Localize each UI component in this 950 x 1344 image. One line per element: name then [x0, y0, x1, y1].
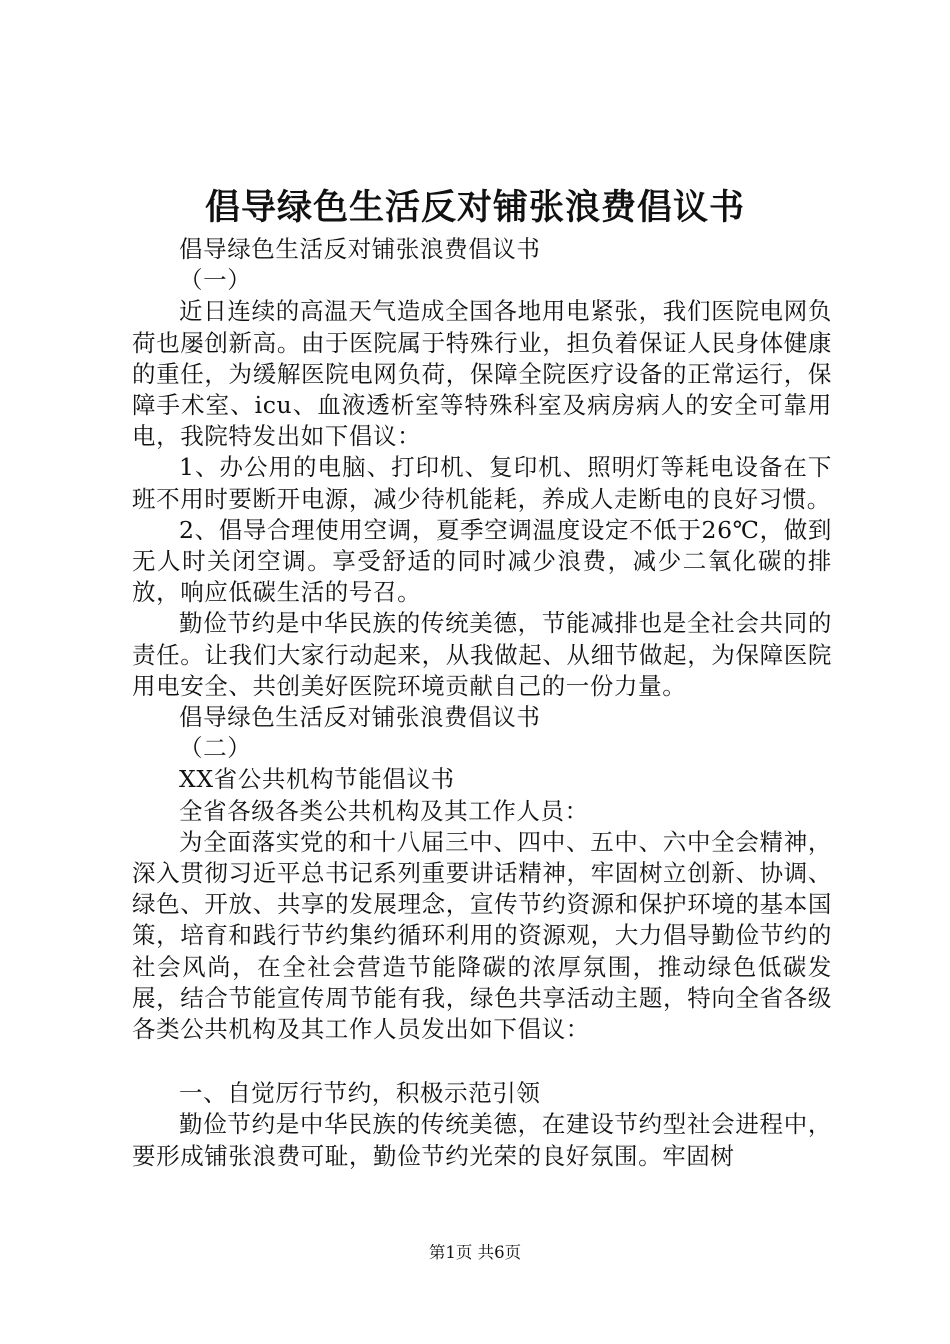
paragraph-section-1: （一） — [179, 266, 252, 295]
paragraph-closing: 勤俭节约是中华民族的传统美德，节能减排也是全社会共同的责任。让我们大家行动起来，从我做起、从细节做起，为保障医院用电安全、共创美好医院环境贡献自己的一份力量。 — [132, 609, 832, 700]
document-body — [132, 234, 832, 1172]
paragraph-spacer — [132, 1045, 832, 1078]
paragraph-item-2: 2、倡导合理使用空调，夏季空调温度设定不低于26℃，做到无人时关闭空调。享受舒适的同时减少浪费，减少二氧化碳的排放，响应低碳生活的号召。 — [132, 515, 832, 607]
paragraph-subtitle-1: 倡导绿色生活反对铺张浪费倡议书 — [179, 235, 541, 263]
paragraph-heading: XX省公共机构节能倡议书 — [179, 765, 455, 794]
paragraph-preamble: 为全面落实党的和十八届三中、四中、五中、六中全会精神，深入贯彻习近平总书记系列重要讲话精神，牢固树立创新、协调、绿色、开放、共享的发展理念，宣传节约资源和保护环境的基本国策，培育和践行节约集约循环利用的资源观，大力倡导勤俭节约的社会风尚，在全社会营造节能降碳的浓厚氛围，推动绿色低碳发展，结合节能宣传周节能有我，绿色共享活动主题，特向全省各级各类公共机构及其工作人员发出如下倡议： — [132, 827, 832, 1044]
paragraph-point-1-heading: 一、自觉厉行节约，积极示范引领 — [179, 1079, 541, 1108]
paragraph-section-2: （二） — [179, 734, 252, 763]
paragraph-point-1-body: 勤俭节约是中华民族的传统美德，在建设节约型社会进程中，要形成铺张浪费可耻，勤俭节约光荣的良好氛围。牢固树 — [132, 1110, 832, 1170]
page-footer: 第1页 共6页 — [428, 1243, 522, 1262]
document-title: 倡导绿色生活反对铺张浪费倡议书 — [204, 187, 745, 228]
paragraph-item-1: 1、办公用的电脑、打印机、复印机、照明灯等耗电设备在下班不用时要断开电源，减少待机能耗，养成人走断电的良好习惯。 — [132, 453, 832, 513]
paragraph-intro: 近日连续的高温天气造成全国各地用电紧张，我们医院电网负荷也屡创新高。由于医院属于特殊行业，担负着保证人民身体健康的重任，为缓解医院电网负荷，保障全院医疗设备的正常运行，保障手术室、icu、血液透析室等特殊科室及病房病人的安全可靠用电，我院特发出如下倡议： — [132, 297, 832, 451]
paragraph-salutation: 全省各级各类公共机构及其工作人员： — [179, 796, 589, 825]
paragraph-subtitle-2: 倡导绿色生活反对铺张浪费倡议书 — [179, 703, 541, 732]
